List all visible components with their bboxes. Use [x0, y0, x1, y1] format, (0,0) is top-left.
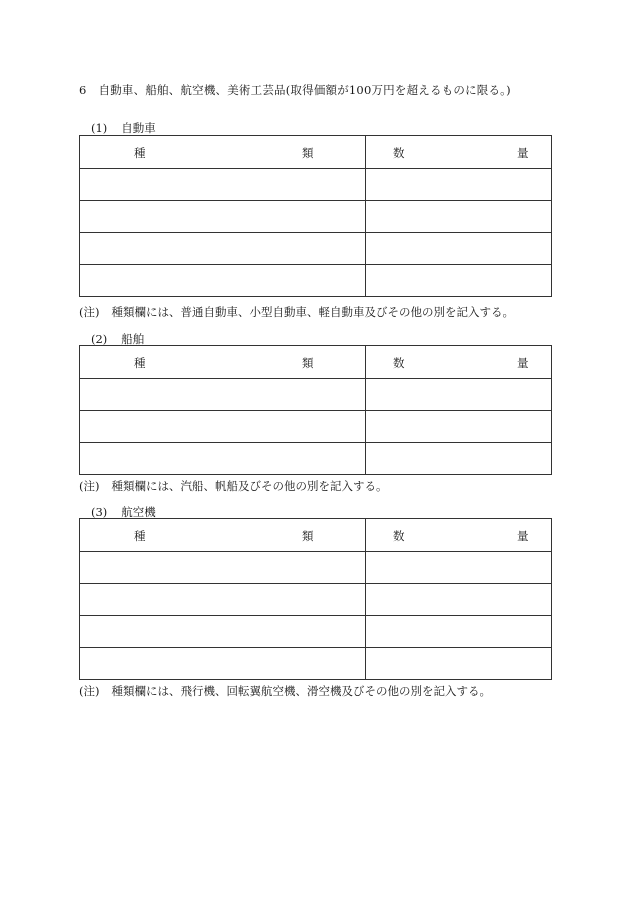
qty-cell[interactable]: [366, 201, 552, 233]
qty-cell[interactable]: [366, 584, 552, 616]
note-prefix: (注): [79, 305, 100, 319]
automobile-table: [79, 135, 552, 297]
note-text: 種類欄には、汽船、帆船及びその他の別を記入する。: [111, 479, 388, 493]
table-header-row: [80, 136, 552, 169]
qty-cell[interactable]: [366, 411, 552, 443]
qty-cell[interactable]: [366, 379, 552, 411]
kind-header-left: 種: [134, 356, 146, 370]
kind-cell[interactable]: [80, 233, 366, 265]
qty-header-right: 量: [517, 146, 529, 160]
subheading-label: 航空機: [121, 505, 156, 519]
qty-cell[interactable]: [366, 552, 552, 584]
aircraft-note: [79, 683, 491, 699]
table-row: [80, 552, 552, 584]
qty-header-left: 数: [393, 146, 405, 160]
kind-cell[interactable]: [80, 552, 366, 584]
kind-header: [80, 136, 366, 169]
qty-header-right: 量: [517, 529, 529, 543]
qty-cell[interactable]: [366, 265, 552, 297]
qty-cell[interactable]: [366, 648, 552, 680]
kind-cell[interactable]: [80, 616, 366, 648]
qty-cell[interactable]: [366, 169, 552, 201]
kind-header: [80, 346, 366, 379]
kind-cell[interactable]: [80, 169, 366, 201]
subheading-number: (1): [91, 121, 108, 135]
table-row: [80, 379, 552, 411]
kind-cell[interactable]: [80, 201, 366, 233]
subheading-automobiles: [91, 120, 156, 136]
kind-cell[interactable]: [80, 265, 366, 297]
kind-cell[interactable]: [80, 443, 366, 475]
qty-header-left: 数: [393, 529, 405, 543]
kind-header-right: 類: [302, 146, 314, 160]
table-row: [80, 265, 552, 297]
kind-header-right: 類: [302, 529, 314, 543]
qty-cell[interactable]: [366, 443, 552, 475]
kind-header: [80, 519, 366, 552]
section-heading: [79, 82, 511, 98]
kind-cell[interactable]: [80, 584, 366, 616]
qty-cell[interactable]: [366, 233, 552, 265]
qty-header-right: 量: [517, 356, 529, 370]
kind-header-right: 類: [302, 356, 314, 370]
section-title: 自動車、船舶、航空機、美術工芸品(取得価額が100万円を超えるものに限る。): [98, 83, 511, 97]
subheading-label: 船舶: [121, 332, 145, 346]
ship-table: [79, 345, 552, 475]
table-header-row: [80, 519, 552, 552]
table-header-row: [80, 346, 552, 379]
kind-cell[interactable]: [80, 648, 366, 680]
note-text: 種類欄には、普通自動車、小型自動車、軽自動車及びその他の別を記入する。: [111, 305, 514, 319]
table-row: [80, 616, 552, 648]
aircraft-table: [79, 518, 552, 680]
qty-header: [366, 346, 552, 379]
qty-cell[interactable]: [366, 616, 552, 648]
kind-cell[interactable]: [80, 411, 366, 443]
table-row: [80, 443, 552, 475]
kind-header-left: 種: [134, 146, 146, 160]
qty-header-left: 数: [393, 356, 405, 370]
kind-header-left: 種: [134, 529, 146, 543]
subheading-number: (3): [91, 505, 108, 519]
table-row: [80, 169, 552, 201]
note-text: 種類欄には、飛行機、回転翼航空機、滑空機及びその他の別を記入する。: [111, 684, 491, 698]
subheading-label: 自動車: [121, 121, 156, 135]
qty-header: [366, 519, 552, 552]
table-row: [80, 584, 552, 616]
kind-cell[interactable]: [80, 379, 366, 411]
ship-note: [79, 478, 387, 494]
table-row: [80, 411, 552, 443]
table-row: [80, 648, 552, 680]
table-row: [80, 201, 552, 233]
subheading-number: (2): [91, 332, 108, 346]
note-prefix: (注): [79, 684, 100, 698]
automobile-note: [79, 304, 514, 320]
section-number: 6: [79, 83, 87, 97]
qty-header: [366, 136, 552, 169]
note-prefix: (注): [79, 479, 100, 493]
table-row: [80, 233, 552, 265]
